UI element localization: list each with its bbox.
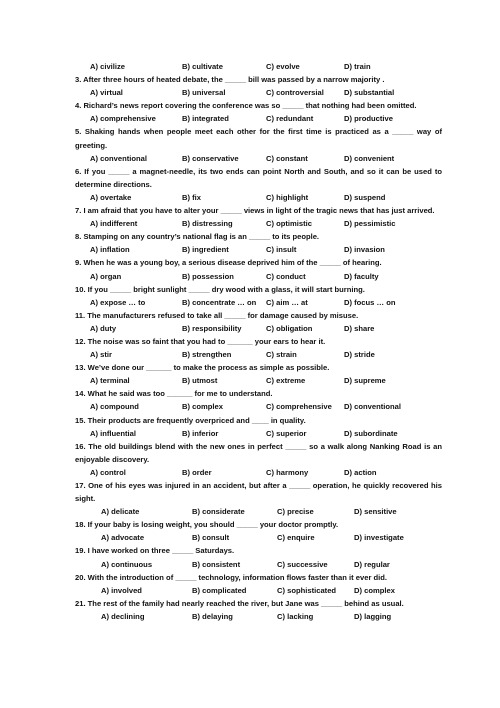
option-d: D) invasion	[344, 245, 385, 255]
option-b: B) conservative	[182, 153, 239, 163]
option-a: A) virtual	[90, 88, 123, 98]
question-block	[75, 518, 442, 544]
question-text: 4. Richard’s news report covering the conference was so _____ that nothing had been omitted.	[75, 101, 417, 111]
question-text: 15. Their products are frequently overpriced and ____ in quality.	[75, 415, 306, 425]
answer-options	[75, 191, 442, 204]
option-c: C) enquire	[277, 533, 315, 543]
option-c: C) lacking	[277, 611, 314, 621]
option-b: B) utmost	[182, 376, 218, 386]
option-c: C) obligation	[266, 323, 313, 333]
answer-options	[75, 348, 442, 361]
top-options	[75, 60, 442, 73]
question-text: 18. If your baby is losing weight, you should _____ your doctor promptly.	[75, 520, 339, 530]
option-d: D) action	[344, 467, 377, 477]
option-a: A) duty	[90, 323, 117, 333]
option-b: B) strengthen	[182, 350, 232, 360]
question-block	[75, 335, 442, 361]
answer-options	[75, 400, 442, 413]
question-text: 9. When he was a young boy, a serious disease deprived him of the _____ of hearing.	[75, 258, 382, 268]
option-d: D) subordinate	[344, 428, 398, 438]
option-b: B) consult	[192, 533, 230, 543]
question-text: 12. The noise was so faint that you had to ______ your ears to hear it.	[75, 336, 326, 346]
option-a: A) indifferent	[90, 219, 138, 229]
question-text: 7. I am afraid that you have to alter your _____ views in light of the tragic news that has just arrived.	[75, 206, 435, 216]
answer-options	[75, 270, 442, 283]
option-d: D) supreme	[344, 376, 386, 386]
option-b: B) consistent	[192, 559, 241, 569]
question-text: 19. I have worked on three _____ Saturdays.	[75, 546, 235, 556]
option-b: B) concentrate … on	[182, 297, 257, 307]
option-d: D) sensitive	[354, 507, 397, 517]
answer-options	[75, 466, 442, 479]
option-b: B) considerate	[192, 507, 245, 517]
question-text: 21. The rest of the family had nearly reached the river, but Jane was _____ behind as usual.	[75, 598, 404, 608]
option-d: D) productive	[344, 114, 393, 124]
question-block	[75, 125, 445, 164]
question-block	[75, 256, 442, 282]
question-text: 20. With the introduction of _____ technology, information flows faster than it ever did.	[75, 572, 388, 582]
question-block	[75, 544, 442, 570]
option-c: C) constant	[266, 153, 308, 163]
question-block	[75, 230, 442, 256]
option-c: C) redundant	[266, 114, 314, 124]
option-c: C) extreme	[266, 376, 306, 386]
option-b: B) distressing	[182, 219, 233, 229]
option-a: A) influential	[90, 428, 136, 438]
question-text: 17. One of his eyes was injured in an accident, but after a _____ operation, he quickly recovered his sight.	[75, 481, 445, 504]
question-block	[75, 283, 442, 309]
question-block	[75, 440, 445, 479]
question-block	[75, 204, 442, 230]
option-d: D) investigate	[354, 533, 404, 543]
option-c: C) precise	[277, 507, 314, 517]
option-a: A) declining	[101, 611, 145, 621]
option-d: D) train	[344, 62, 371, 71]
option-d: D) focus … on	[344, 297, 396, 307]
option-b: B) complex	[182, 402, 223, 412]
answer-options	[75, 531, 442, 544]
option-a: A) comprehensive	[90, 114, 156, 124]
option-d: D) regular	[354, 559, 390, 569]
option-a: A) expose … to	[90, 297, 146, 307]
question-text: 3. After three hours of heated debate, the _____ bill was passed by a narrow majority .	[75, 75, 385, 85]
option-a: A) organ	[90, 271, 122, 281]
option-c: C) insult	[266, 245, 297, 255]
answer-options	[75, 112, 442, 125]
option-d: D) conventional	[344, 402, 401, 412]
option-b: B) possession	[182, 271, 234, 281]
option-c: C) comprehensive	[266, 402, 332, 412]
question-block	[75, 361, 442, 387]
option-d: D) substantial	[344, 88, 395, 98]
option-a: A) delicate	[101, 507, 140, 517]
option-d: D) pessimistic	[344, 219, 396, 229]
option-d: D) faculty	[344, 271, 379, 281]
question-text: 5. Shaking hands when people meet each other for the first time is practiced as a _____ way of greeting.	[75, 127, 445, 150]
option-a: A) advocate	[101, 533, 145, 543]
option-c: C) optimistic	[266, 219, 312, 229]
question-text: 6. If you _____ a magnet-needle, its two ends can point North and South, and so it can be used to determine directions.	[75, 166, 445, 189]
option-a: A) terminal	[90, 376, 130, 386]
option-b: B) fix	[182, 192, 201, 202]
option-b: B) order	[182, 467, 212, 477]
question-list	[75, 73, 445, 623]
answer-options	[75, 374, 442, 387]
option-b: B) ingredient	[182, 245, 229, 255]
answer-options	[75, 322, 442, 335]
option-a: A) continuous	[101, 559, 153, 569]
option-c: C) evolve	[266, 62, 300, 71]
option-c: C) successive	[277, 559, 328, 569]
answer-options	[75, 86, 442, 99]
option-c: C) highlight	[266, 192, 309, 202]
option-b: B) responsibility	[182, 323, 242, 333]
answer-options	[75, 296, 442, 309]
option-a: A) stir	[90, 350, 112, 360]
option-c: C) controversial	[266, 88, 324, 98]
option-b: B) integrated	[182, 114, 229, 124]
option-b: B) universal	[182, 88, 226, 98]
question-block	[75, 479, 445, 518]
option-b: B) inferior	[182, 428, 219, 438]
question-block	[75, 73, 442, 99]
option-a: A) involved	[101, 585, 142, 595]
question-text: 14. What he said was too ______ for me to understand.	[75, 389, 273, 399]
option-a: A) civilize	[90, 62, 126, 71]
answer-options	[75, 217, 442, 230]
question-block	[75, 99, 442, 125]
answer-options	[75, 610, 442, 623]
question-block	[75, 387, 442, 413]
question-text: 11. The manufacturers refused to take all _____ for damage caused by misuse.	[75, 310, 359, 320]
option-c: C) aim … at	[266, 297, 308, 307]
option-d: D) convenient	[344, 153, 395, 163]
option-a: A) conventional	[90, 153, 147, 163]
option-b: B) complicated	[192, 585, 247, 595]
option-a: A) overtake	[90, 192, 132, 202]
question-block	[75, 571, 442, 597]
answer-options	[75, 152, 442, 165]
option-b: B) cultivate	[182, 62, 223, 71]
option-d: D) share	[344, 323, 375, 333]
answer-options	[75, 243, 442, 256]
question-text: 10. If you _____ bright sunlight _____ dry wood with a glass, it will start burning.	[75, 284, 365, 294]
question-text: 8. Stamping on any country’s national flag is an _____ to its people.	[75, 232, 320, 242]
option-c: C) conduct	[266, 271, 306, 281]
option-b: B) delaying	[192, 611, 233, 621]
answer-options	[75, 584, 442, 597]
question-text: 16. The old buildings blend with the new ones in perfect _____ so a walk along Nanking Road is an enjoyable discovery.	[75, 441, 445, 464]
question-block	[75, 414, 442, 440]
answer-options	[75, 558, 442, 571]
question-block	[75, 165, 445, 204]
question-block	[75, 309, 442, 335]
option-d: D) complex	[354, 585, 395, 595]
question-text: 13. We’ve done our ______ to make the process as simple as possible.	[75, 363, 330, 373]
option-c: C) harmony	[266, 467, 309, 477]
option-a: A) compound	[90, 402, 139, 412]
option-d: D) suspend	[344, 192, 386, 202]
answer-options	[75, 427, 442, 440]
option-a: A) control	[90, 467, 126, 477]
option-a: A) inflation	[90, 245, 130, 255]
option-c: C) sophisticated	[277, 585, 337, 595]
answer-options	[75, 505, 442, 518]
option-d: D) stride	[344, 350, 375, 360]
option-d: D) lagging	[354, 611, 392, 621]
option-c: C) strain	[266, 350, 297, 360]
question-block	[75, 597, 442, 623]
option-c: C) superior	[266, 428, 307, 438]
